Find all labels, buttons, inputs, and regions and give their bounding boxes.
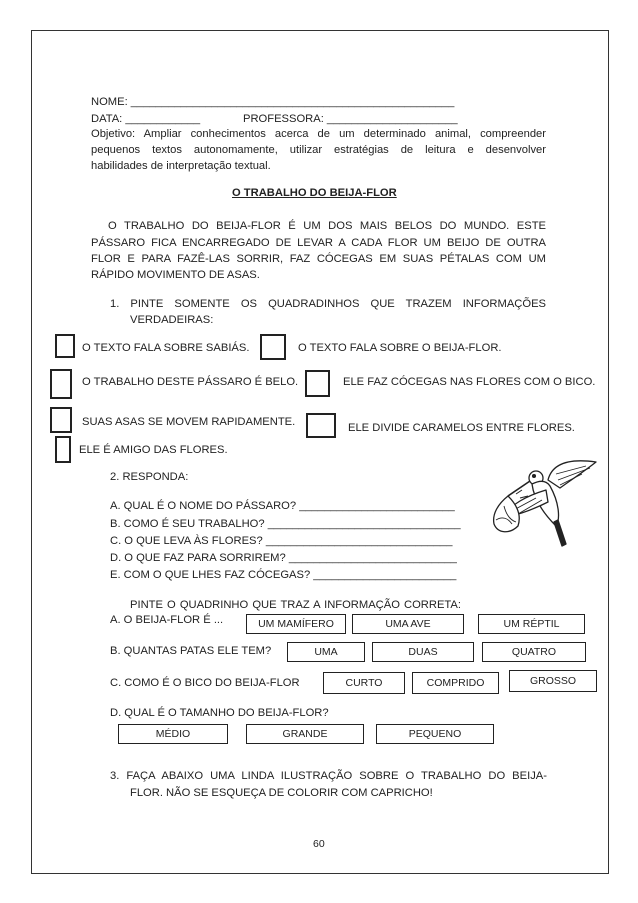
objective-line-2: pequenos textos autonomamente, utilizar estratégias de leitura e desenvolver <box>91 144 546 156</box>
checkbox-item-7[interactable] <box>55 436 71 463</box>
option-c-curto[interactable]: CURTO <box>323 672 405 694</box>
q3-instruction-line-1: 3. FAÇA ABAIXO UMA LINDA ILUSTRAÇÃO SOBRE O TRABALHO DO BEIJA- <box>110 770 547 782</box>
item-3-label: O TRABALHO DESTE PÁSSARO É BELO. <box>82 376 299 388</box>
option-b-quatro[interactable]: QUATRO <box>482 642 586 662</box>
date-field: DATA: ____________ <box>91 113 201 125</box>
pinte-heading: PINTE O QUADRINHO QUE TRAZ A INFORMAÇÃO CORRETA: <box>130 599 461 611</box>
option-b-uma[interactable]: UMA <box>287 642 365 662</box>
q2-item-e: E. COM O QUE LHES FAZ CÓCEGAS? _______________________ <box>110 569 457 581</box>
text-line-4: RÁPIDO MOVIMENTO DE ASAS. <box>91 269 260 281</box>
option-d-grande[interactable]: GRANDE <box>246 724 364 744</box>
question-b: B. QUANTAS PATAS ELE TEM? <box>110 645 272 657</box>
teacher-field: PROFESSORA: _____________________ <box>243 113 458 125</box>
q1-instruction-line-2: VERDADEIRAS: <box>130 314 214 326</box>
page-number: 60 <box>313 838 325 850</box>
text-line-3: FLOR E PARA FAZÊ-LAS SORRIR, FAZ CÓCEGAS EM SUAS PÉTALAS COM UM <box>91 253 546 265</box>
checkbox-item-6[interactable] <box>306 413 336 438</box>
checkbox-item-3[interactable] <box>50 369 72 399</box>
checkbox-item-2[interactable] <box>260 334 286 360</box>
hummingbird-flower-icon <box>486 460 598 550</box>
q3-instruction-line-2: FLOR. NÃO SE ESQUEÇA DE COLORIR COM CAPRICHO! <box>130 787 433 799</box>
q2-item-d: D. O QUE FAZ PARA SORRIREM? ___________________________ <box>110 552 457 564</box>
checkbox-item-1[interactable] <box>55 334 75 358</box>
q1-instruction-line-1: 1. PINTE SOMENTE OS QUADRADINHOS QUE TRAZEM INFORMAÇÕES <box>110 298 546 310</box>
item-2-label: O TEXTO FALA SOBRE O BEIJA-FLOR. <box>298 342 502 354</box>
option-a-reptil[interactable]: UM RÉPTIL <box>478 614 585 634</box>
text-line-1: O TRABALHO DO BEIJA-FLOR É UM DOS MAIS BELOS DO MUNDO. ESTE <box>108 220 546 232</box>
item-1-label: O TEXTO FALA SOBRE SABIÁS. <box>82 342 250 354</box>
checkbox-item-4[interactable] <box>305 370 330 397</box>
item-5-label: SUAS ASAS SE MOVEM RAPIDAMENTE. <box>82 416 296 428</box>
objective-line-1: Objetivo: Ampliar conhecimentos acerca de um determinado animal, compreender <box>91 128 546 140</box>
item-6-label: ELE DIVIDE CARAMELOS ENTRE FLORES. <box>348 422 575 434</box>
option-c-comprido[interactable]: COMPRIDO <box>412 672 499 694</box>
option-d-medio[interactable]: MÉDIO <box>118 724 228 744</box>
q2-item-c: C. O QUE LEVA ÀS FLORES? ______________________________ <box>110 535 453 547</box>
page-title: O TRABALHO DO BEIJA-FLOR <box>232 187 397 199</box>
question-c: C. COMO É O BICO DO BEIJA-FLOR <box>110 677 300 689</box>
objective-line-3: habilidades de interpretação textual. <box>91 160 271 172</box>
q2-item-b: B. COMO É SEU TRABALHO? _______________________________ <box>110 518 461 530</box>
question-d: D. QUAL É O TAMANHO DO BEIJA-FLOR? <box>110 707 329 719</box>
name-field: NOME: ____________________________________________________ <box>91 96 455 108</box>
item-4-label: ELE FAZ CÓCEGAS NAS FLORES COM O BICO. <box>343 376 596 388</box>
option-d-pequeno[interactable]: PEQUENO <box>376 724 494 744</box>
option-a-mamifero[interactable]: UM MAMÍFERO <box>246 614 346 634</box>
text-line-2: PÁSSARO FICA ENCARREGADO DE LEVAR A CADA FLOR UM BEIJO DE OUTRA <box>91 237 546 249</box>
item-7-label: ELE É AMIGO DAS FLORES. <box>79 444 228 456</box>
q2-heading: 2. RESPONDA: <box>110 471 189 483</box>
q2-item-a: A. QUAL É O NOME DO PÁSSARO? _________________________ <box>110 500 455 512</box>
option-a-ave[interactable]: UMA AVE <box>352 614 464 634</box>
checkbox-item-5[interactable] <box>50 407 72 433</box>
option-b-duas[interactable]: DUAS <box>372 642 474 662</box>
option-c-grosso[interactable]: GROSSO <box>509 670 597 692</box>
question-a: A. O BEIJA-FLOR É ... <box>110 614 224 626</box>
